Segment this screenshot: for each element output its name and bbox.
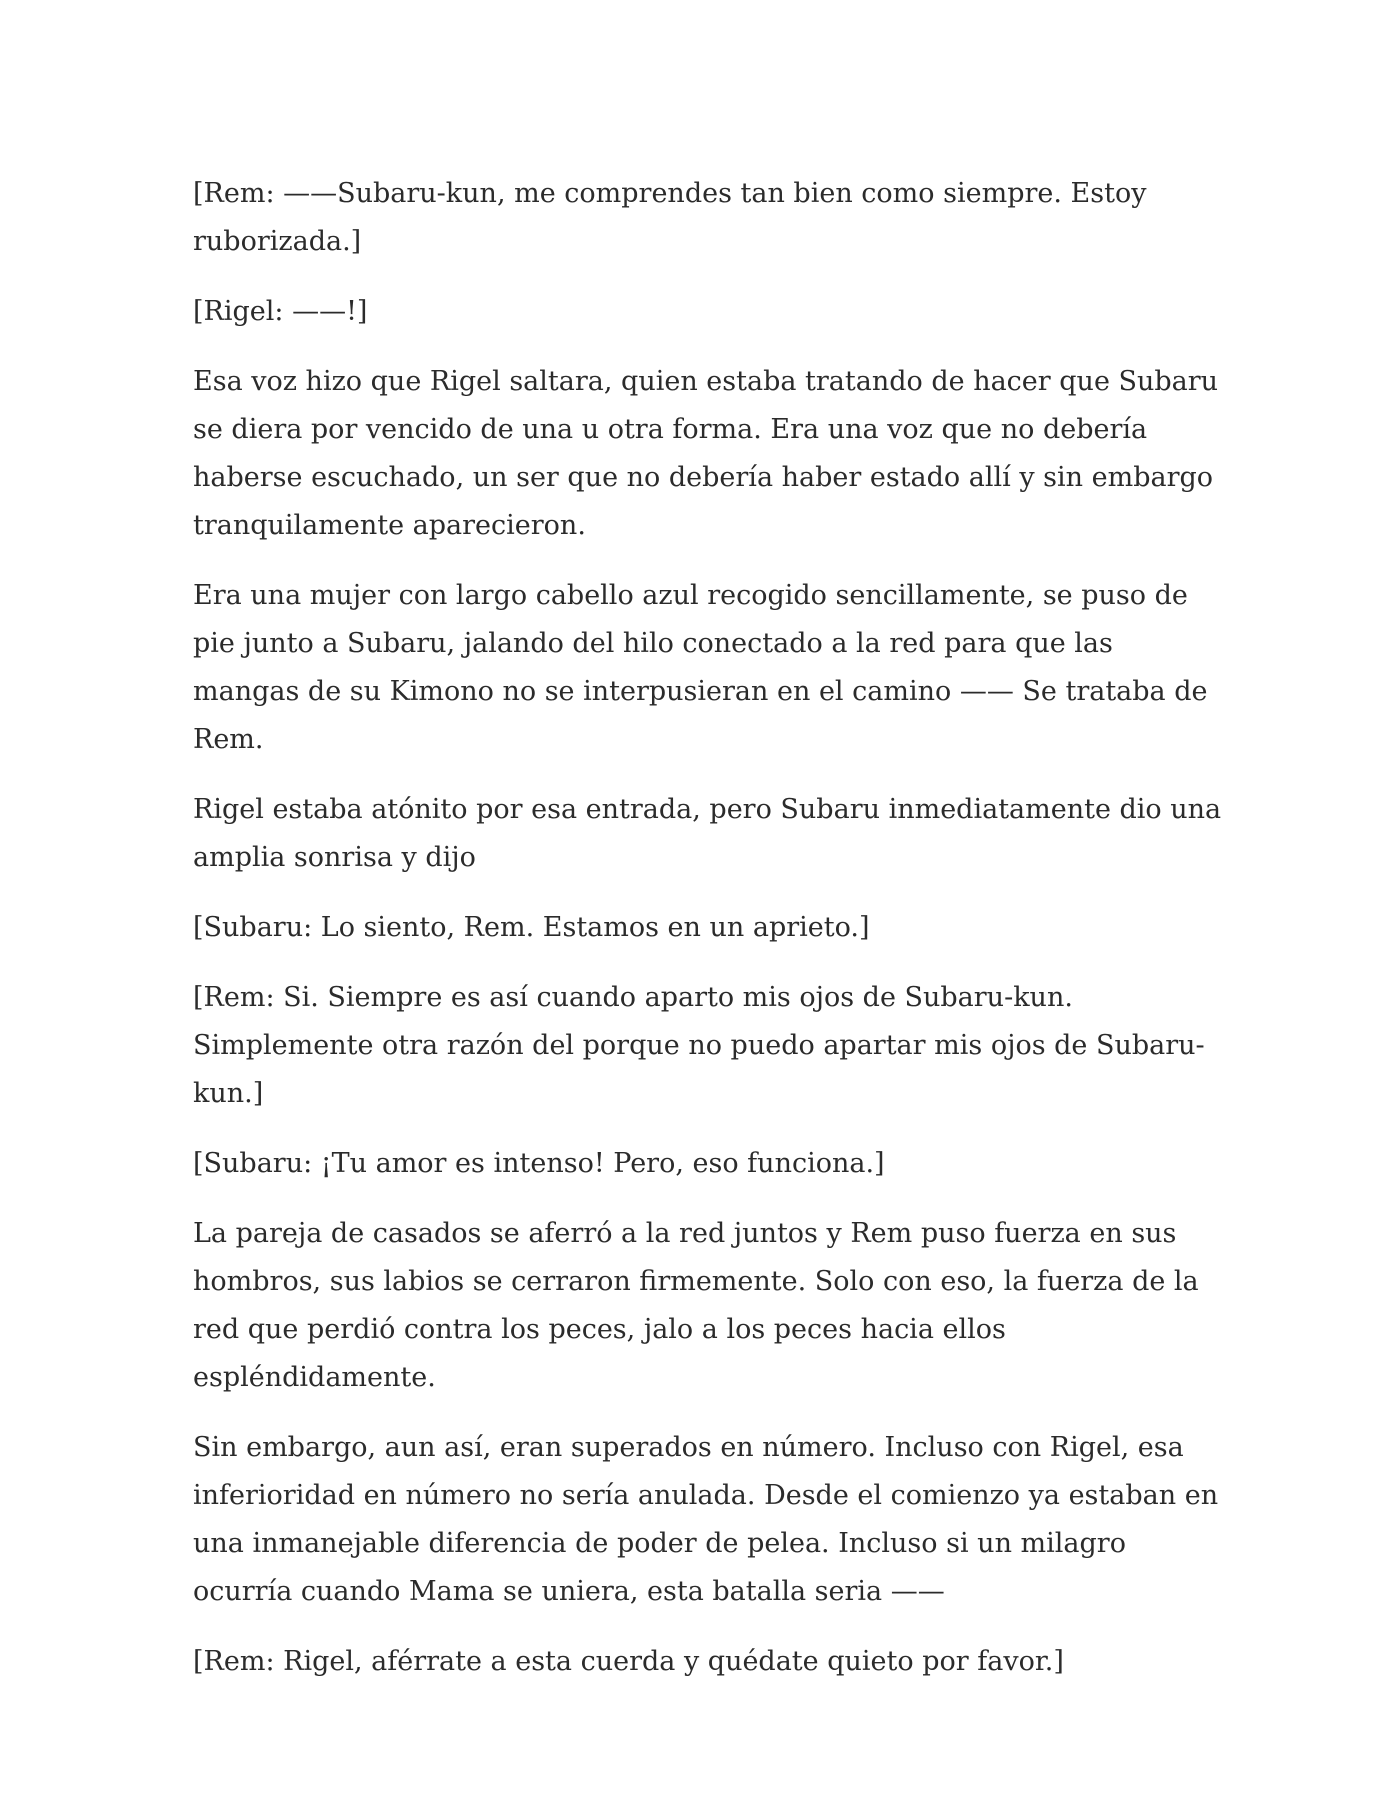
paragraph: [Rem: Si. Siempre es así cuando aparto mis ojos de Subaru-kun. Simplemente otra razón del porque no puedo apartar mis ojos de Subaru-kun.] (193, 982, 1205, 1109)
paragraph: Era una mujer con largo cabello azul recogido sencillamente, se puso de pie junto a Subaru, jalando del hilo conectado a la red para que las mangas de su Kimono no se interpusieran en el camino —— Se trataba de Rem. (193, 580, 1208, 755)
paragraph: [Subaru: Lo siento, Rem. Estamos en un aprieto.] (193, 912, 870, 943)
paragraph: Rigel estaba atónito por esa entrada, pero Subaru inmediatamente dio una amplia sonrisa y dijo (193, 794, 1222, 873)
paragraph: [Rigel: ——!] (193, 296, 368, 327)
paragraph: Sin embargo, aun así, eran superados en número. Incluso con Rigel, esa inferioridad en número no sería anulada. Desde el comienzo ya estaban en una inmanejable diferencia de poder de pelea. Incluso si un milagro ocurría cuando Mama se uniera, esta batalla seria —— (193, 1432, 1219, 1607)
paragraph: [Subaru: ¡Tu amor es intenso! Pero, eso funciona.] (193, 1148, 885, 1179)
body-text (193, 170, 1223, 1708)
paragraph: [Rem: ——Subaru-kun, me comprendes tan bien como siempre. Estoy ruborizada.] (193, 178, 1147, 257)
paragraph: Esa voz hizo que Rigel saltara, quien estaba tratando de hacer que Subaru se diera por vencido de una u otra forma. Era una voz que no debería haberse escuchado, un ser que no debería haber estado allí y sin embargo tranquilamente aparecieron. (193, 366, 1219, 541)
paragraph: [Rem: Rigel, aférrate a esta cuerda y quédate quieto por favor.] (193, 1646, 1064, 1677)
paragraph: La pareja de casados se aferró a la red juntos y Rem puso fuerza en sus hombros, sus labios se cerraron firmemente. Solo con eso, la fuerza de la red que perdió contra los peces, jalo a los peces hacia ellos espléndidamente. (193, 1218, 1199, 1393)
